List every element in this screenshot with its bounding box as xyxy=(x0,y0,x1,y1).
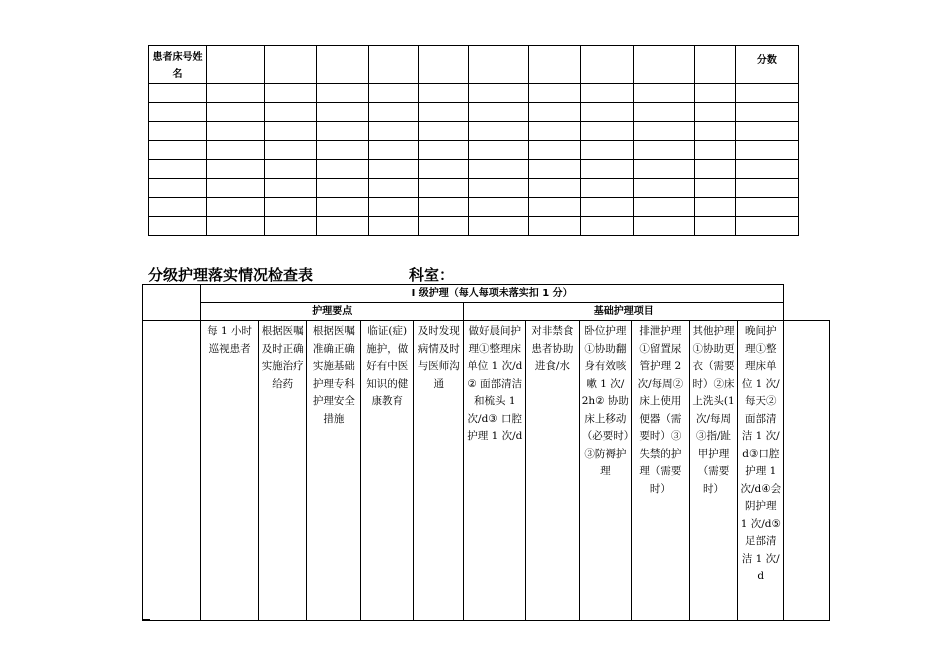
department-label: 科室： xyxy=(409,266,455,284)
table-cell xyxy=(694,84,735,103)
table-cell xyxy=(469,198,528,217)
table-cell xyxy=(469,179,528,198)
table-cell xyxy=(633,141,694,160)
table-cell xyxy=(580,103,633,122)
table-cell xyxy=(469,217,528,236)
patient-bed-name-header: 患者床号姓名 xyxy=(152,52,203,80)
table-cell xyxy=(735,141,798,160)
table-cell xyxy=(149,198,207,217)
table-cell xyxy=(207,46,265,84)
table-cell xyxy=(419,122,469,141)
table-cell xyxy=(369,198,419,217)
table-cell xyxy=(317,103,369,122)
table-row xyxy=(149,160,799,179)
table-cell xyxy=(633,84,694,103)
item-other-care: 其他护理①协助更衣（需要时）②床上洗头(1 次/每周③指/趾甲护理（需要时） xyxy=(692,325,735,495)
item-report-doctor: 及时发现病情及时与医师沟通 xyxy=(417,325,460,390)
table-cell xyxy=(265,46,317,84)
table-cell xyxy=(469,84,528,103)
form-title: 分级护理落实情况检查表 xyxy=(148,266,314,284)
table-cell xyxy=(633,122,694,141)
table-cell xyxy=(735,84,798,103)
table-cell xyxy=(694,46,735,84)
table-cell xyxy=(207,217,265,236)
item-morning-care: 做好晨间护理①整理床单位 1 次/d② 面部清洁和梳头 1 次/d③ 口腔护理 1 次/d xyxy=(467,325,523,442)
table-cell xyxy=(580,179,633,198)
table-cell xyxy=(694,160,735,179)
table-cell xyxy=(149,122,207,141)
table-cell xyxy=(419,179,469,198)
table-cell xyxy=(265,198,317,217)
table-cell xyxy=(369,46,419,84)
table-cell xyxy=(317,122,369,141)
table-cell xyxy=(265,141,317,160)
table-cell xyxy=(528,122,580,141)
score-header: 分数 xyxy=(756,55,777,66)
table-cell xyxy=(735,217,798,236)
table-cell xyxy=(735,198,798,217)
item-hourly-round: 每 1 小时巡视患者 xyxy=(207,325,252,355)
table-cell xyxy=(735,103,798,122)
table-cell xyxy=(580,141,633,160)
table-cell xyxy=(469,103,528,122)
item-cell xyxy=(579,321,632,621)
table-cell xyxy=(265,179,317,198)
table-cell xyxy=(317,84,369,103)
table-cell xyxy=(528,84,580,103)
table-cell xyxy=(369,103,419,122)
item-position-care: 卧位护理①协助翻身有效咳嗽 1 次/ 2h② 协助床上移动（必要时）③防褥护理 xyxy=(581,325,629,477)
item-cell xyxy=(526,321,579,621)
table-cell xyxy=(580,122,633,141)
group-header-row xyxy=(143,303,830,321)
table-cell xyxy=(369,84,419,103)
item-evening-care: 晚间护理①整理床单位 1 次/每天②面部清洁 1 次/d③口腔护理 1 次/d④会阴护理 1 次/d⑤足部清洁 1 次/d xyxy=(740,325,782,582)
blank-cell xyxy=(784,321,830,621)
table-cell xyxy=(528,160,580,179)
level-header: Ⅰ 级护理（每人每项未落实扣 1 分） xyxy=(201,285,784,303)
table-cell xyxy=(528,179,580,198)
items-row xyxy=(143,321,830,621)
table-cell xyxy=(580,198,633,217)
table-cell xyxy=(528,198,580,217)
table-cell xyxy=(265,84,317,103)
item-health-education: 临证(症)施护，做好有中医知识的健康教育 xyxy=(366,325,409,407)
table-cell xyxy=(528,46,580,84)
table-row xyxy=(149,122,799,141)
item-cell xyxy=(307,321,361,621)
table-cell xyxy=(149,217,207,236)
table-cell xyxy=(419,141,469,160)
table-header-row xyxy=(149,46,799,84)
table-cell xyxy=(317,217,369,236)
table-cell xyxy=(369,160,419,179)
table-cell xyxy=(419,160,469,179)
item-feeding: 对非禁食患者协助进食/水 xyxy=(531,325,574,372)
item-cell xyxy=(738,321,784,621)
item-medication: 根据医嘱及时正确实施治疗给药 xyxy=(261,325,304,390)
table-cell xyxy=(419,217,469,236)
table-cell xyxy=(633,198,694,217)
table-cell xyxy=(528,103,580,122)
item-cell xyxy=(632,321,689,621)
table-cell xyxy=(369,141,419,160)
table-cell xyxy=(369,217,419,236)
table-cell xyxy=(207,141,265,160)
item-cell xyxy=(361,321,414,621)
table-cell xyxy=(207,160,265,179)
spacer-cell xyxy=(143,321,201,621)
item-excretion-care: 排泄护理①留置尿管护理 2 次/每周②床上使用便器（需要时）③失禁的护理（需要时） xyxy=(637,325,684,495)
table-cell xyxy=(207,84,265,103)
table-cell xyxy=(633,217,694,236)
table-cell xyxy=(633,160,694,179)
table-cell xyxy=(694,217,735,236)
item-cell xyxy=(464,321,526,621)
item-cell xyxy=(689,321,738,621)
table-cell xyxy=(317,179,369,198)
table-cell xyxy=(317,141,369,160)
table-cell xyxy=(580,46,633,84)
table-cell xyxy=(149,160,207,179)
group-basic-nursing: 基础护理项目 xyxy=(464,303,784,321)
table-cell xyxy=(207,198,265,217)
table-cell xyxy=(419,46,469,84)
table-cell xyxy=(369,122,419,141)
table-cell xyxy=(735,122,798,141)
table-cell xyxy=(694,103,735,122)
table-cell xyxy=(265,160,317,179)
table-cell xyxy=(633,103,694,122)
name-header-cell xyxy=(149,46,207,84)
corner-cell xyxy=(143,285,201,321)
table-row xyxy=(149,84,799,103)
table-cell xyxy=(265,122,317,141)
item-basic-nursing: 根据医嘱准确正确实施基础护理专科护理安全措施 xyxy=(312,325,355,425)
nursing-check-table xyxy=(142,284,830,621)
score-header-cell xyxy=(735,46,798,84)
table-cell xyxy=(580,84,633,103)
table-row xyxy=(149,141,799,160)
table-cell xyxy=(469,46,528,84)
table-cell xyxy=(207,122,265,141)
table-cell xyxy=(369,179,419,198)
table-row xyxy=(149,217,799,236)
table-row xyxy=(149,103,799,122)
table-cell xyxy=(419,103,469,122)
item-cell xyxy=(201,321,259,621)
table-cell xyxy=(528,217,580,236)
table-cell xyxy=(469,160,528,179)
table-cell xyxy=(207,179,265,198)
divider xyxy=(142,619,150,620)
table-cell xyxy=(694,179,735,198)
table-cell xyxy=(735,160,798,179)
item-cell xyxy=(259,321,307,621)
table-row xyxy=(149,179,799,198)
table-cell xyxy=(317,46,369,84)
table-cell xyxy=(633,46,694,84)
table-cell xyxy=(469,141,528,160)
table-cell xyxy=(265,217,317,236)
table-cell xyxy=(528,141,580,160)
patient-score-table xyxy=(148,45,799,236)
table-cell xyxy=(317,160,369,179)
table-cell xyxy=(694,122,735,141)
table-cell xyxy=(419,84,469,103)
table-cell xyxy=(469,122,528,141)
table-cell xyxy=(149,103,207,122)
table-cell xyxy=(149,141,207,160)
table-cell xyxy=(580,217,633,236)
table-cell xyxy=(580,160,633,179)
table-cell xyxy=(149,179,207,198)
table-cell xyxy=(633,179,694,198)
table-cell xyxy=(265,103,317,122)
table-cell xyxy=(149,84,207,103)
table-cell xyxy=(207,103,265,122)
table-cell xyxy=(419,198,469,217)
item-cell xyxy=(414,321,464,621)
table-cell xyxy=(735,179,798,198)
level-header-row xyxy=(143,285,830,303)
table-row xyxy=(149,198,799,217)
table-cell xyxy=(694,198,735,217)
table-cell xyxy=(317,198,369,217)
group-key-points: 护理要点 xyxy=(201,303,464,321)
table-cell xyxy=(694,141,735,160)
